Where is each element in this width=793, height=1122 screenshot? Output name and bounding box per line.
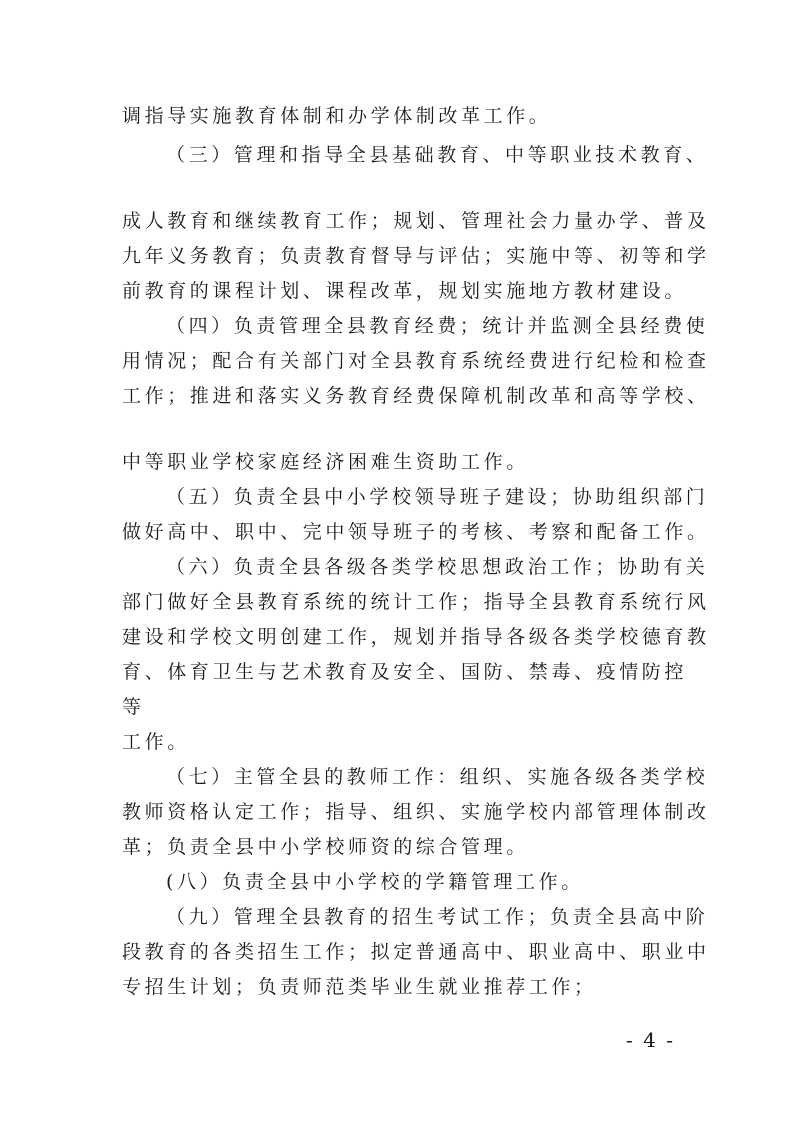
text-line: 前教育的课程计划、课程改革，规划实施地方教材建设。 bbox=[122, 280, 688, 302]
text-line: （七）主管全县的教师工作：组织、实施各级各类学校 bbox=[166, 766, 709, 788]
text-line: 部门做好全县教育系统的统计工作；指导全县教育系统行风 bbox=[122, 591, 710, 613]
text-line: 做好高中、职中、完中领导班子的考核、考察和配备工作。 bbox=[122, 521, 710, 543]
text-line: 革；负责全县中小学校师资的综合管理。 bbox=[122, 836, 529, 858]
text-line: 成人教育和继续教育工作；规划、管理社会力量办学、普及 bbox=[122, 210, 710, 232]
text-line: 建设和学校文明创建工作，规划并指导各级各类学校德育教 bbox=[122, 626, 710, 648]
text-line: 段教育的各类招生工作；拟定普通高中、职业高中、职业中 bbox=[122, 941, 710, 963]
text-line: 调指导实施教育体制和办学体制改革工作。 bbox=[122, 105, 552, 127]
text-line: 专招生计划；负责师范类毕业生就业推荐工作； bbox=[122, 976, 597, 998]
text-line: （五）负责全县中小学校领导班子建设；协助组织部门 bbox=[166, 486, 709, 508]
text-line: （九）管理全县教育的招生考试工作；负责全县高中阶 bbox=[166, 906, 709, 928]
text-line: 用情况；配合有关部门对全县教育系统经费进行纪检和检查 bbox=[122, 350, 710, 372]
text-line: 育、体育卫生与艺术教育及安全、国防、禁毒、疫情防控 bbox=[122, 661, 688, 683]
text-line: （四）负责管理全县教育经费；统计并监测全县经费使 bbox=[166, 315, 709, 337]
text-line: (八）负责全县中小学校的学籍管理工作。 bbox=[166, 871, 584, 893]
text-line: 工作；推进和落实义务教育经费保障机制改革和高等学校、 bbox=[122, 385, 710, 407]
text-line: 工作。 bbox=[122, 731, 190, 753]
page-number: - 4 - bbox=[626, 1028, 675, 1052]
text-line: （六）负责全县各级各类学校思想政治工作；协助有关 bbox=[166, 556, 709, 578]
text-line: （三）管理和指导全县基础教育、中等职业技术教育、 bbox=[166, 144, 709, 166]
text-line: 等 bbox=[122, 696, 145, 718]
text-line: 九年义务教育；负责教育督导与评估；实施中等、初等和学 bbox=[122, 245, 710, 267]
text-line: 教师资格认定工作；指导、组织、实施学校内部管理体制改 bbox=[122, 801, 710, 823]
text-line: 中等职业学校家庭经济困难生资助工作。 bbox=[122, 451, 529, 473]
